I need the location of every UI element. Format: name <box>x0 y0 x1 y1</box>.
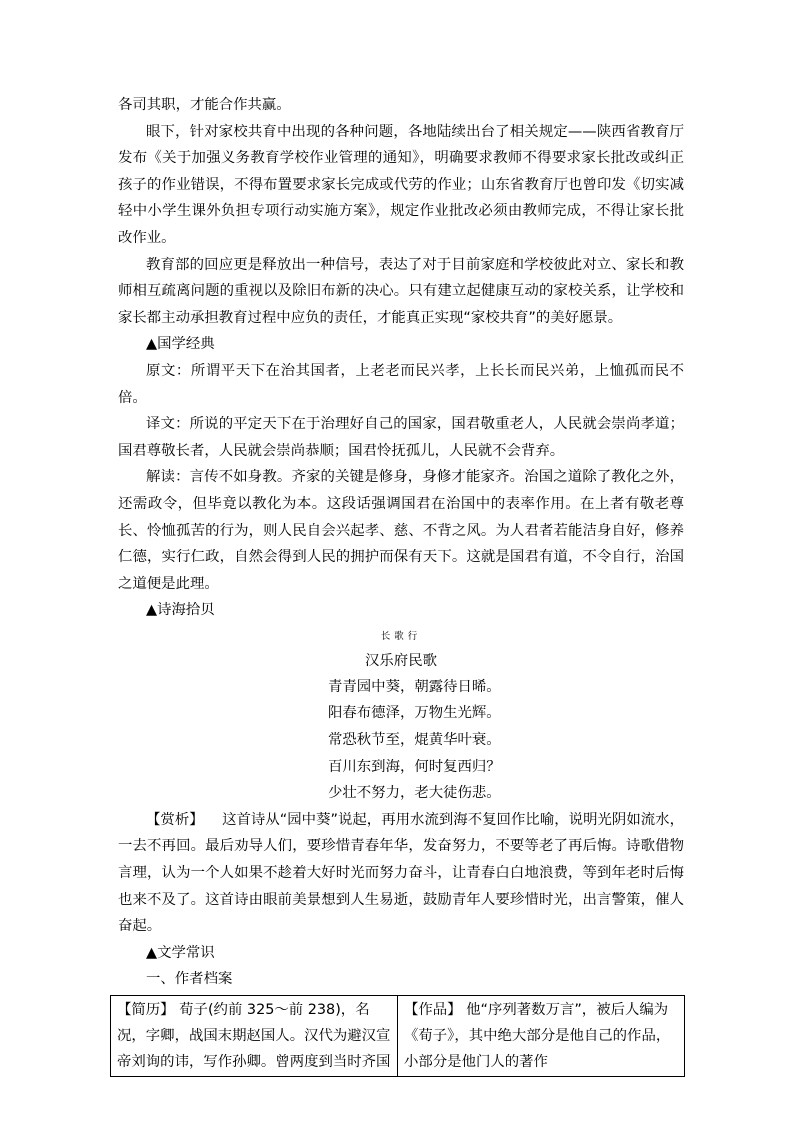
poem-author: 汉乐府民歌 <box>365 652 437 669</box>
poem-line: 常恐秋节至，焜黄华叶衰。 <box>328 732 501 749</box>
author-profile-heading: 一、作者档案 <box>146 971 233 988</box>
guoxue-heading: ▲国学经典 <box>146 336 215 353</box>
poem-line: 青青园中葵，朝露待日晞。 <box>328 678 501 695</box>
poem-line: 少壮不努力，老大徒伤悲。 <box>328 785 501 802</box>
works-text: 他“序列著数万言”，被后人编为《荀子》，其中绝大部分是他自己的作品，小部分是他门人的著作 <box>404 1002 671 1070</box>
table-cell-works <box>398 996 685 1077</box>
paragraph-3: 教育部的回应更是释放出一种信号，表达了对于目前家庭和学校彼此对立、家长和教师相互疏离问题的重视以及除旧布新的决心。只有建立起健康互动的家校关系，让学校和家长都主动承担教育过程中应负的责任，才能真正实现“家校共育”的美好愿景。 <box>118 256 684 326</box>
biography-label: 【简历】 <box>117 1002 175 1018</box>
appreciation-label: 【赏析】 <box>146 811 204 828</box>
poem-line: 阳春布德泽，万物生光辉。 <box>328 705 501 722</box>
literature-heading: ▲文学常识 <box>146 944 215 961</box>
table-row <box>111 996 685 1077</box>
poem-title: 长歌行 <box>380 630 422 642</box>
paragraph-2: 眼下，针对家校共育中出现的各种问题，各地陆续出台了相关规定——陕西省教育厅发布《关于加强义务教育学校作业管理的通知》，明确要求教师不得要求家长批改或纠正孩子的作业错误，不得布置要求家长完成或代劳的作业；山东省教育厅也曾印发《切实减轻中小学生课外负担专项行动实施方案》，规定作业批改必须由教师完成，不得让家长批改作业。 <box>118 123 684 246</box>
guoxue-interpretation: 解读：言传不如身教。齐家的关键是修身，身修才能家齐。治国之道除了教化之外，还需政令，但毕竟以教化为本。这段话强调国君在治国中的表率作用。在上者有敬老尊长、怜恤孤苦的行为，则人民自会兴起孝、慈、不背之风。为人君者若能洁身自好，修养仁德，实行仁政，自然会得到人民的拥护而保有天下。这就是国君有道，不令自行，治国之道便是此理。 <box>118 469 684 592</box>
table-cell-biography <box>111 996 398 1077</box>
appreciation-text: 这首诗从“园中葵”说起，再用水流到海不复回作比喻，说明光阴如流水，一去不再回。最后劝导人们，要珍惜青春年华，发奋努力，不要等老了再后悔。诗歌借物言理，认为一个人如果不趁着大好时光而努力奋斗，让青春白白地浪费，等到年老时后悔也来不及了。这首诗由眼前美景想到人生易逝，鼓励青年人要珍惜时光，出言警策，催人奋起。 <box>118 811 684 935</box>
poetry-heading: ▲诗海拾贝 <box>146 602 215 619</box>
guoxue-original: 原文：所谓平天下在治其国者，上老老而民兴孝，上长长而民兴弟，上恤孤而民不倍。 <box>118 362 684 406</box>
works-label: 【作品】 <box>404 1002 462 1018</box>
appreciation-paragraph <box>118 807 684 940</box>
guoxue-translation: 译文：所说的平定天下在于治理好自己的国家，国君敬重老人，人民就会崇尚孝道；国君尊敬长者，人民就会崇尚恭顺；国君怜抚孤儿，人民就不会背弃。 <box>118 416 684 459</box>
biography-text: 荀子(约前 325～前 238)，名况，字卿，战国末期赵国人。汉代为避汉宣帝刘询的讳，写作孙卿。曾两度到当时齐国 <box>117 1002 391 1070</box>
paragraph-1: 各司其职，才能合作共赢。 <box>118 97 291 113</box>
poem-line: 百川东到海，何时复西归？ <box>328 758 501 775</box>
author-profile-table <box>110 995 685 1077</box>
document-page <box>118 92 684 1077</box>
